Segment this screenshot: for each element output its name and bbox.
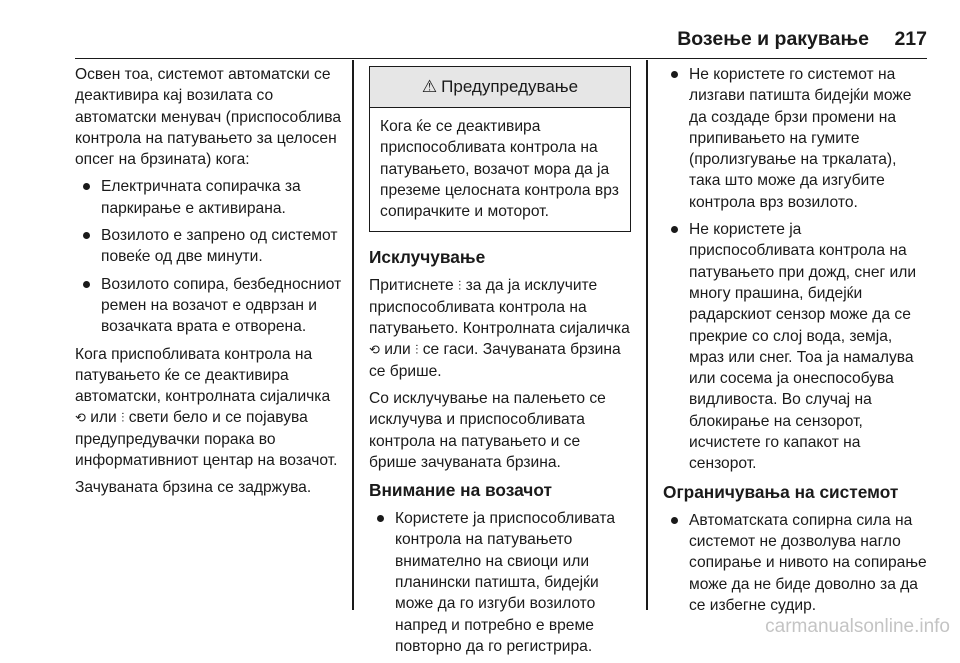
bullet-list	[75, 176, 345, 337]
warning-box	[369, 66, 631, 232]
text-span: се гаси. Зачуваната брзина се брише.	[369, 341, 621, 380]
paragraph	[75, 344, 345, 472]
text-span: Кога приспобливата контрола на патувањето ќе се деактивира автоматски, контролната сијаличка	[75, 345, 331, 406]
warning-title: Предупредување	[441, 77, 579, 96]
paragraph: Освен тоа, системот автоматски се деактивира кај возилата со автоматски менувач (приспособлива контрола на патувањето за целосен опсег на брзината) кога:	[75, 66, 342, 169]
heading-limits: Ограничувања на системот	[663, 481, 899, 502]
text-span: Притиснете	[369, 277, 454, 295]
column-divider	[646, 60, 648, 610]
cruise-control-set-icon: ⟲	[75, 410, 86, 426]
section-title: Возење и ракување	[677, 28, 869, 50]
list-item: Не користете ја приспособливата контрола на патувањето при дожд, снег или многу прашина, бидејќи радарскиот сензор може да се прекрие со слој вода, земја, мраз или снег. Тоа ја намалува или сосема ја онеспособува видливоста. Во случај на блокирање на сензорот, исчистете го капакот на сензорот.	[663, 219, 931, 475]
text-span: за да ја исклучите приспособливата контрола на патувањето. Контролната сијаличка	[369, 277, 630, 338]
text-span: свети бело и се појавува предупредувачки порака во информативниот центар на возачот.	[75, 409, 338, 470]
warning-body: Кога ќе се деактивира приспособливата контрола на патувањето, возачот мора да ја преземе целосната контрола врз сопирачките и моторот.	[380, 118, 619, 221]
list-item: Користете ја приспособливата контрола на патувањето внимателно на свиоци или планински патишта, бидејќи може да го изгуби возилото напред и потребно е време повторно да го регистрира.	[369, 508, 631, 657]
paragraph	[369, 275, 631, 381]
cruise-control-set-icon: ⟲	[369, 342, 380, 358]
column-divider	[352, 60, 354, 610]
list-item: Возилото сопира, безбедносниот ремен на возачот е одврзан и возачката врата е отворена.	[75, 274, 345, 338]
column-2	[369, 64, 631, 663]
watermark: carmanualsonline.info	[765, 616, 950, 637]
column-3	[663, 64, 931, 622]
warning-triangle-icon: ⚠	[421, 77, 438, 96]
page-number: 217	[894, 28, 927, 50]
column-1	[75, 64, 345, 505]
bullet-list	[369, 508, 631, 657]
list-item: Автоматската сопирна сила на системот не дозволува нагло сопирање и нивото на сопирање може да не биде доволно за да се избегне судир.	[663, 510, 931, 616]
heading-attention: Внимание на возачот	[369, 480, 552, 501]
list-item: Не користете го системот на лизгави патишта бидејќи може да создаде брзи промени на припивањето на гумите (пролизгување на тркалата), така што може да изгубите контрола врз возилото.	[663, 64, 931, 213]
text-span: или	[384, 341, 411, 359]
text-span: или	[90, 409, 117, 427]
adaptive-cruise-icon: ⫶	[415, 342, 419, 358]
adaptive-cruise-icon: ⫶	[121, 410, 125, 426]
bullet-list	[663, 510, 931, 616]
paragraph: Зачуваната брзина се задржува.	[75, 479, 312, 497]
list-item: Електричната сопирачка за паркирање е активирана.	[75, 176, 345, 219]
heading-disable: Исклучување	[369, 247, 486, 268]
bullet-list	[663, 64, 931, 475]
page-header	[75, 28, 927, 59]
adaptive-cruise-icon: ⫶	[458, 278, 462, 294]
paragraph: Со исклучување на палењето се исклучува и приспособливата контрола на патувањето и се брише зачуваната брзина.	[369, 389, 606, 471]
list-item: Возилото е запрено од системот повеќе од две минути.	[75, 225, 345, 268]
warning-header	[370, 67, 630, 108]
